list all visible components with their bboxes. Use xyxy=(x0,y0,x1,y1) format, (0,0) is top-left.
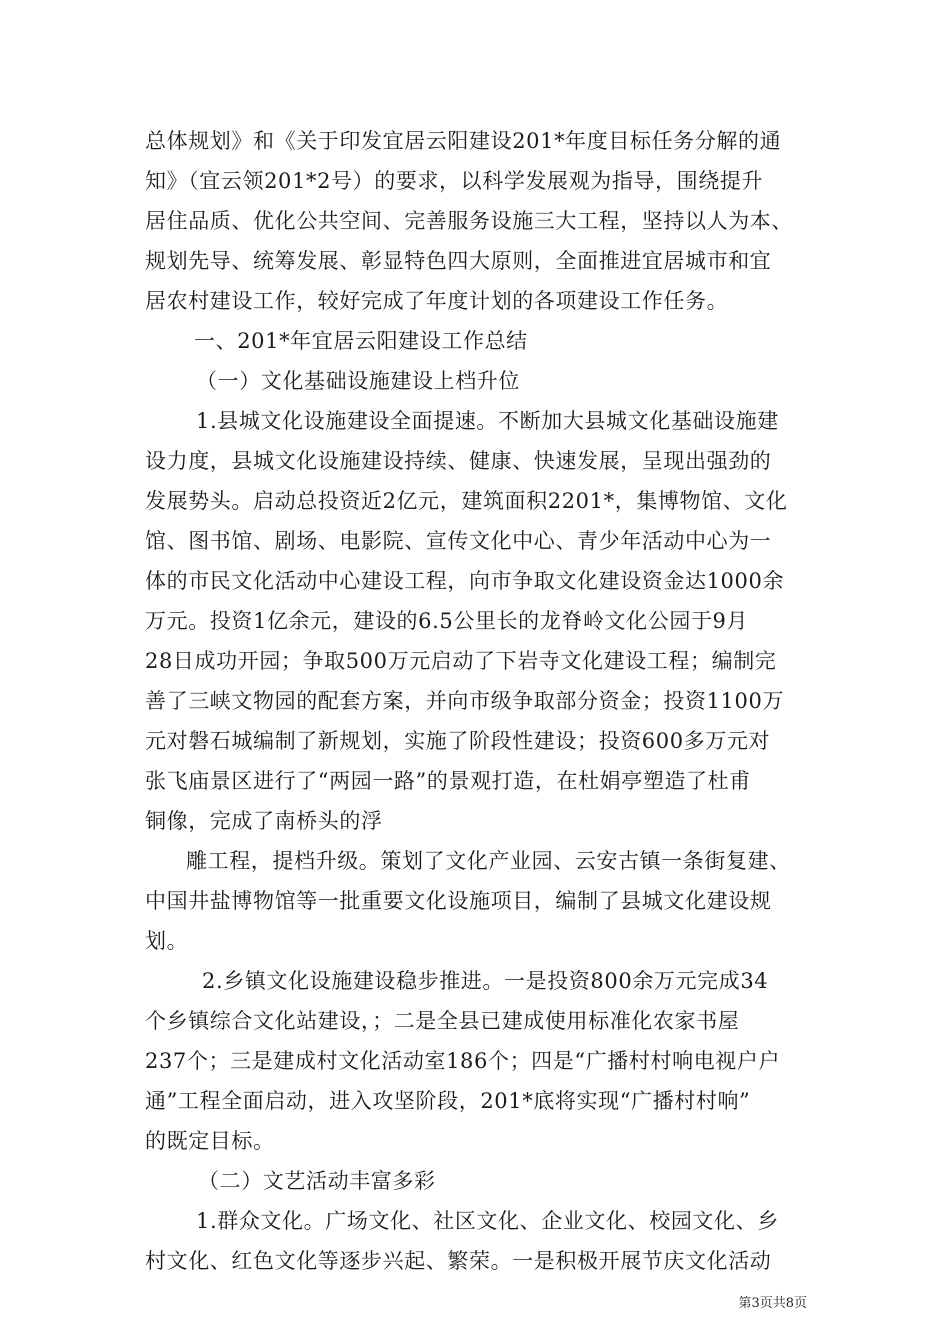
subsection-heading: （一）文化基础设施建设上档升位 xyxy=(196,369,520,393)
body-line: 的既定目标。 xyxy=(145,1129,275,1153)
body-line: 馆、图书馆、剧场、电影院、宣传文化中心、青少年活动中心为一 xyxy=(145,529,772,553)
body-line: 28日成功开园；争取500万元启动了下岩寺文化建设工程；编制完 xyxy=(145,649,777,673)
body-line: 张飞庙景区进行了“两园一路”的景观打造，在杜娟亭塑造了杜甫 xyxy=(145,769,751,793)
body-line: 善了三峡文物园的配套方案，并向市级争取部分资金；投资1100万 xyxy=(145,689,785,713)
body-line: 元对磐石城编制了新规划，实施了阶段性建设；投资600多万元对 xyxy=(145,729,771,753)
body-line: 1.群众文化。广场文化、社区文化、企业文化、校园文化、乡 xyxy=(196,1209,779,1233)
body-line: 知》（宜云领201*2号）的要求，以科学发展观为指导，围绕提升 xyxy=(145,169,764,193)
body-line: 个乡镇综合文化站建设，；二是全县已建成使用标准化农家书屋 xyxy=(145,1009,740,1033)
body-line: 村文化、红色文化等逐步兴起、繁荣。一是积极开展节庆文化活动 xyxy=(145,1249,772,1273)
body-line: 中国井盐博物馆等一批重要文化设施项目，编制了县城文化建设规 xyxy=(145,889,772,913)
body-line: 体的市民文化活动中心建设工程，向市争取文化建设资金达1000余 xyxy=(145,569,785,593)
body-line: 雕工程，提档升级。策划了文化产业园、云安古镇一条街复建、 xyxy=(186,849,791,873)
body-line: 通”工程全面启动，进入攻坚阶段，201*底将实现“广播村村响” xyxy=(145,1089,751,1113)
body-line: 规划先导、统筹发展、彰显特色四大原则，全面推进宜居城市和宜 xyxy=(145,249,772,273)
body-line: 铜像，完成了南桥头的浮 xyxy=(145,809,383,833)
body-line: 万元。投资1亿余元，建设的6.5公里长的龙脊岭文化公园于9月 xyxy=(145,609,749,633)
body-line: 发展势头。启动总投资近2亿元，建筑面积2201*，集博物馆、文化 xyxy=(145,489,788,513)
body-line: 237个；三是建成村文化活动室186个；四是“广播村村响电视户户 xyxy=(145,1049,781,1073)
section-heading: 一、201*年宜居云阳建设工作总结 xyxy=(194,329,528,353)
body-line: 居农村建设工作，较好完成了年度计划的各项建设工作任务。 xyxy=(145,289,729,313)
body-line: 总体规划》和《关于印发宜居云阳建设201*年度目标任务分解的通 xyxy=(145,129,782,153)
body-line: 划。 xyxy=(145,929,189,953)
body-line: 居住品质、优化公共空间、完善服务设施三大工程，坚持以人为本、 xyxy=(145,209,793,233)
body-line: 设力度，县城文化设施建设持续、健康、快速发展，呈现出强劲的 xyxy=(145,449,772,473)
body-line: 1.县城文化设施建设全面提速。不断加大县城文化基础设施建 xyxy=(196,409,779,433)
subsection-heading: （二）文艺活动丰富多彩 xyxy=(198,1169,436,1193)
page-number: 第3页共8页 xyxy=(738,1296,807,1311)
body-line: 2.乡镇文化设施建设稳步推进。一是投资800余万元完成34 xyxy=(202,969,769,993)
